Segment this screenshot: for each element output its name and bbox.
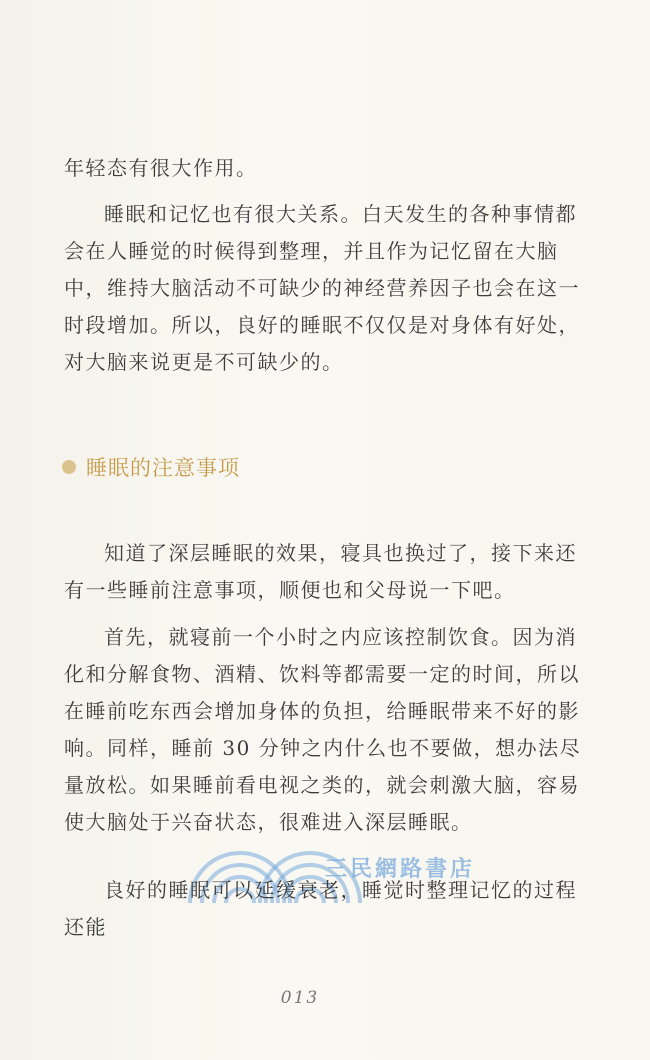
page-number: 013: [280, 988, 320, 1008]
paragraph-sleep-memory: 睡眠和记忆也有很大关系。白天发生的各种事情都会在人睡觉的时候得到整理，并且作为记忆留在大脑中，维持大脑活动不可缺少的神经营养因子也会在这一时段增加。所以，良好的睡眠不仅仅是对身体有好处，对大脑来说更是不可缺少的。: [64, 202, 580, 374]
paragraph-precautions-intro: 知道了深层睡眠的效果，寝具也换过了，接下来还有一些睡前注意事项，顺便也和父母说一下吧。: [64, 541, 577, 602]
paragraph-intro-continuation: 年轻态有很大作用。: [64, 156, 258, 180]
paragraph-before-bed: 首先，就寝前一个小时之内应该控制饮食。因为消化和分解食物、酒精、饮料等都需要一定的时间，所以在睡前吃东西会增加身体的负担，给睡眠带来不好的影响。同样，睡前 30 分钟之内什么也不要做，想办法尽量放松。如果睡前看电视之类的，就会刺激大脑，容易使大脑处于兴奋状态，很难进入深层睡眠。: [64, 625, 582, 834]
paragraph-anti-aging: 良好的睡眠可以延缓衰老，睡觉时整理记忆的过程还能: [64, 878, 577, 939]
section-heading: [62, 452, 240, 482]
bullet-dot-icon: [62, 460, 76, 474]
section-heading-text: 睡眠的注意事项: [86, 456, 240, 480]
watermark-text: 三民網路書店: [325, 857, 476, 882]
